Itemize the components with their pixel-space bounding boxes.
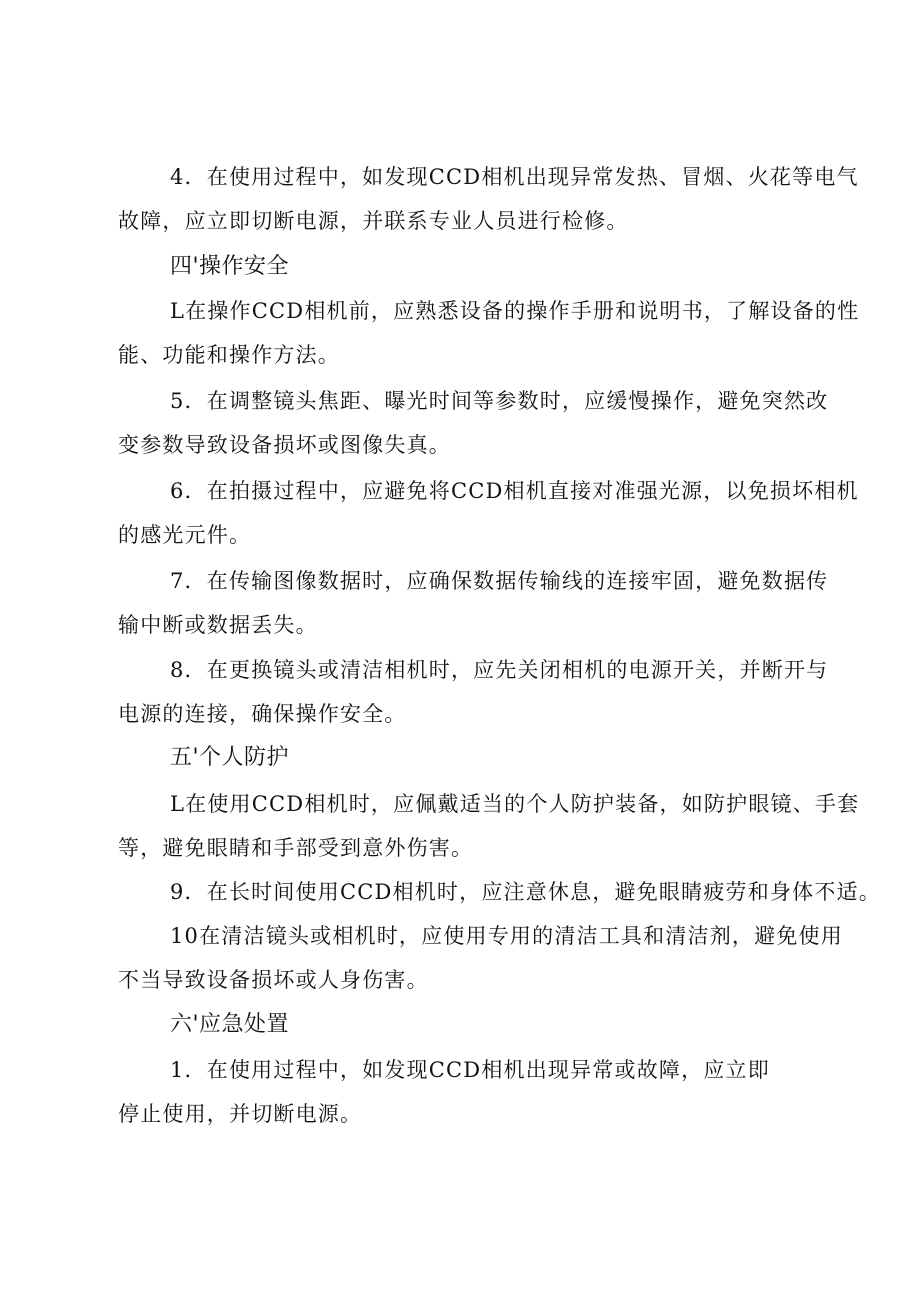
paragraph-em-1-line-2: 停止使用，并切断电源。 — [118, 1102, 363, 1126]
section-heading-personal-protection: 五'个人防护 — [170, 745, 290, 770]
paragraph-5-line-2: 变参数导致设备损坏或图像失真。 — [118, 433, 451, 457]
paragraph-4-line-2: 故障，应立即切断电源，并联系专业人员进行检修。 — [118, 209, 629, 233]
paragraph-9: 9．在长时间使用CCD相机时，应注意休息，避免眼睛疲劳和身体不适。 — [170, 880, 881, 904]
paragraph-7-line-1: 7．在传输图像数据时，应确保数据传输线的连接牢固，避免数据传 — [170, 569, 829, 593]
paragraph-pp-1-line-2: 等，避免眼睛和手部受到意外伤害。 — [118, 836, 474, 860]
paragraph-5-line-1: 5．在调整镜头焦距、曝光时间等参数时，应缓慢操作，避免突然改 — [170, 389, 829, 413]
paragraph-em-1-line-1: 1．在使用过程中，如发现CCD相机出现异常或故障，应立即 — [170, 1058, 770, 1082]
paragraph-op-1-line-1: L在操作CCD相机前，应熟悉设备的操作手册和说明书，了解设备的性 — [170, 299, 860, 323]
paragraph-7-line-2: 输中断或数据丢失。 — [118, 613, 318, 637]
section-heading-operation-safety: 四'操作安全 — [170, 254, 290, 279]
paragraph-op-1-line-2: 能、功能和操作方法。 — [118, 343, 340, 367]
paragraph-10-line-1: 10在清洁镜头或相机时，应使用专用的清洁工具和清洁剂，避免使用 — [170, 924, 843, 948]
paragraph-6-line-1: 6．在拍摄过程中，应避免将CCD相机直接对准强光源，以免损坏相机 — [170, 479, 859, 503]
paragraph-pp-1-line-1: L在使用CCD相机时，应佩戴适当的个人防护装备，如防护眼镜、手套 — [170, 792, 860, 816]
paragraph-8-line-1: 8．在更换镜头或清洁相机时，应先关闭相机的电源开关，并断开与 — [170, 658, 829, 682]
paragraph-10-line-2: 不当导致设备损坏或人身伤害。 — [118, 968, 429, 992]
paragraph-6-line-2: 的感光元件。 — [118, 523, 252, 547]
paragraph-4-line-1: 4．在使用过程中，如发现CCD相机出现异常发热、冒烟、火花等电气 — [170, 165, 859, 189]
paragraph-8-line-2: 电源的连接，确保操作安全。 — [118, 702, 407, 726]
section-heading-emergency: 六'应急处置 — [170, 1012, 290, 1037]
